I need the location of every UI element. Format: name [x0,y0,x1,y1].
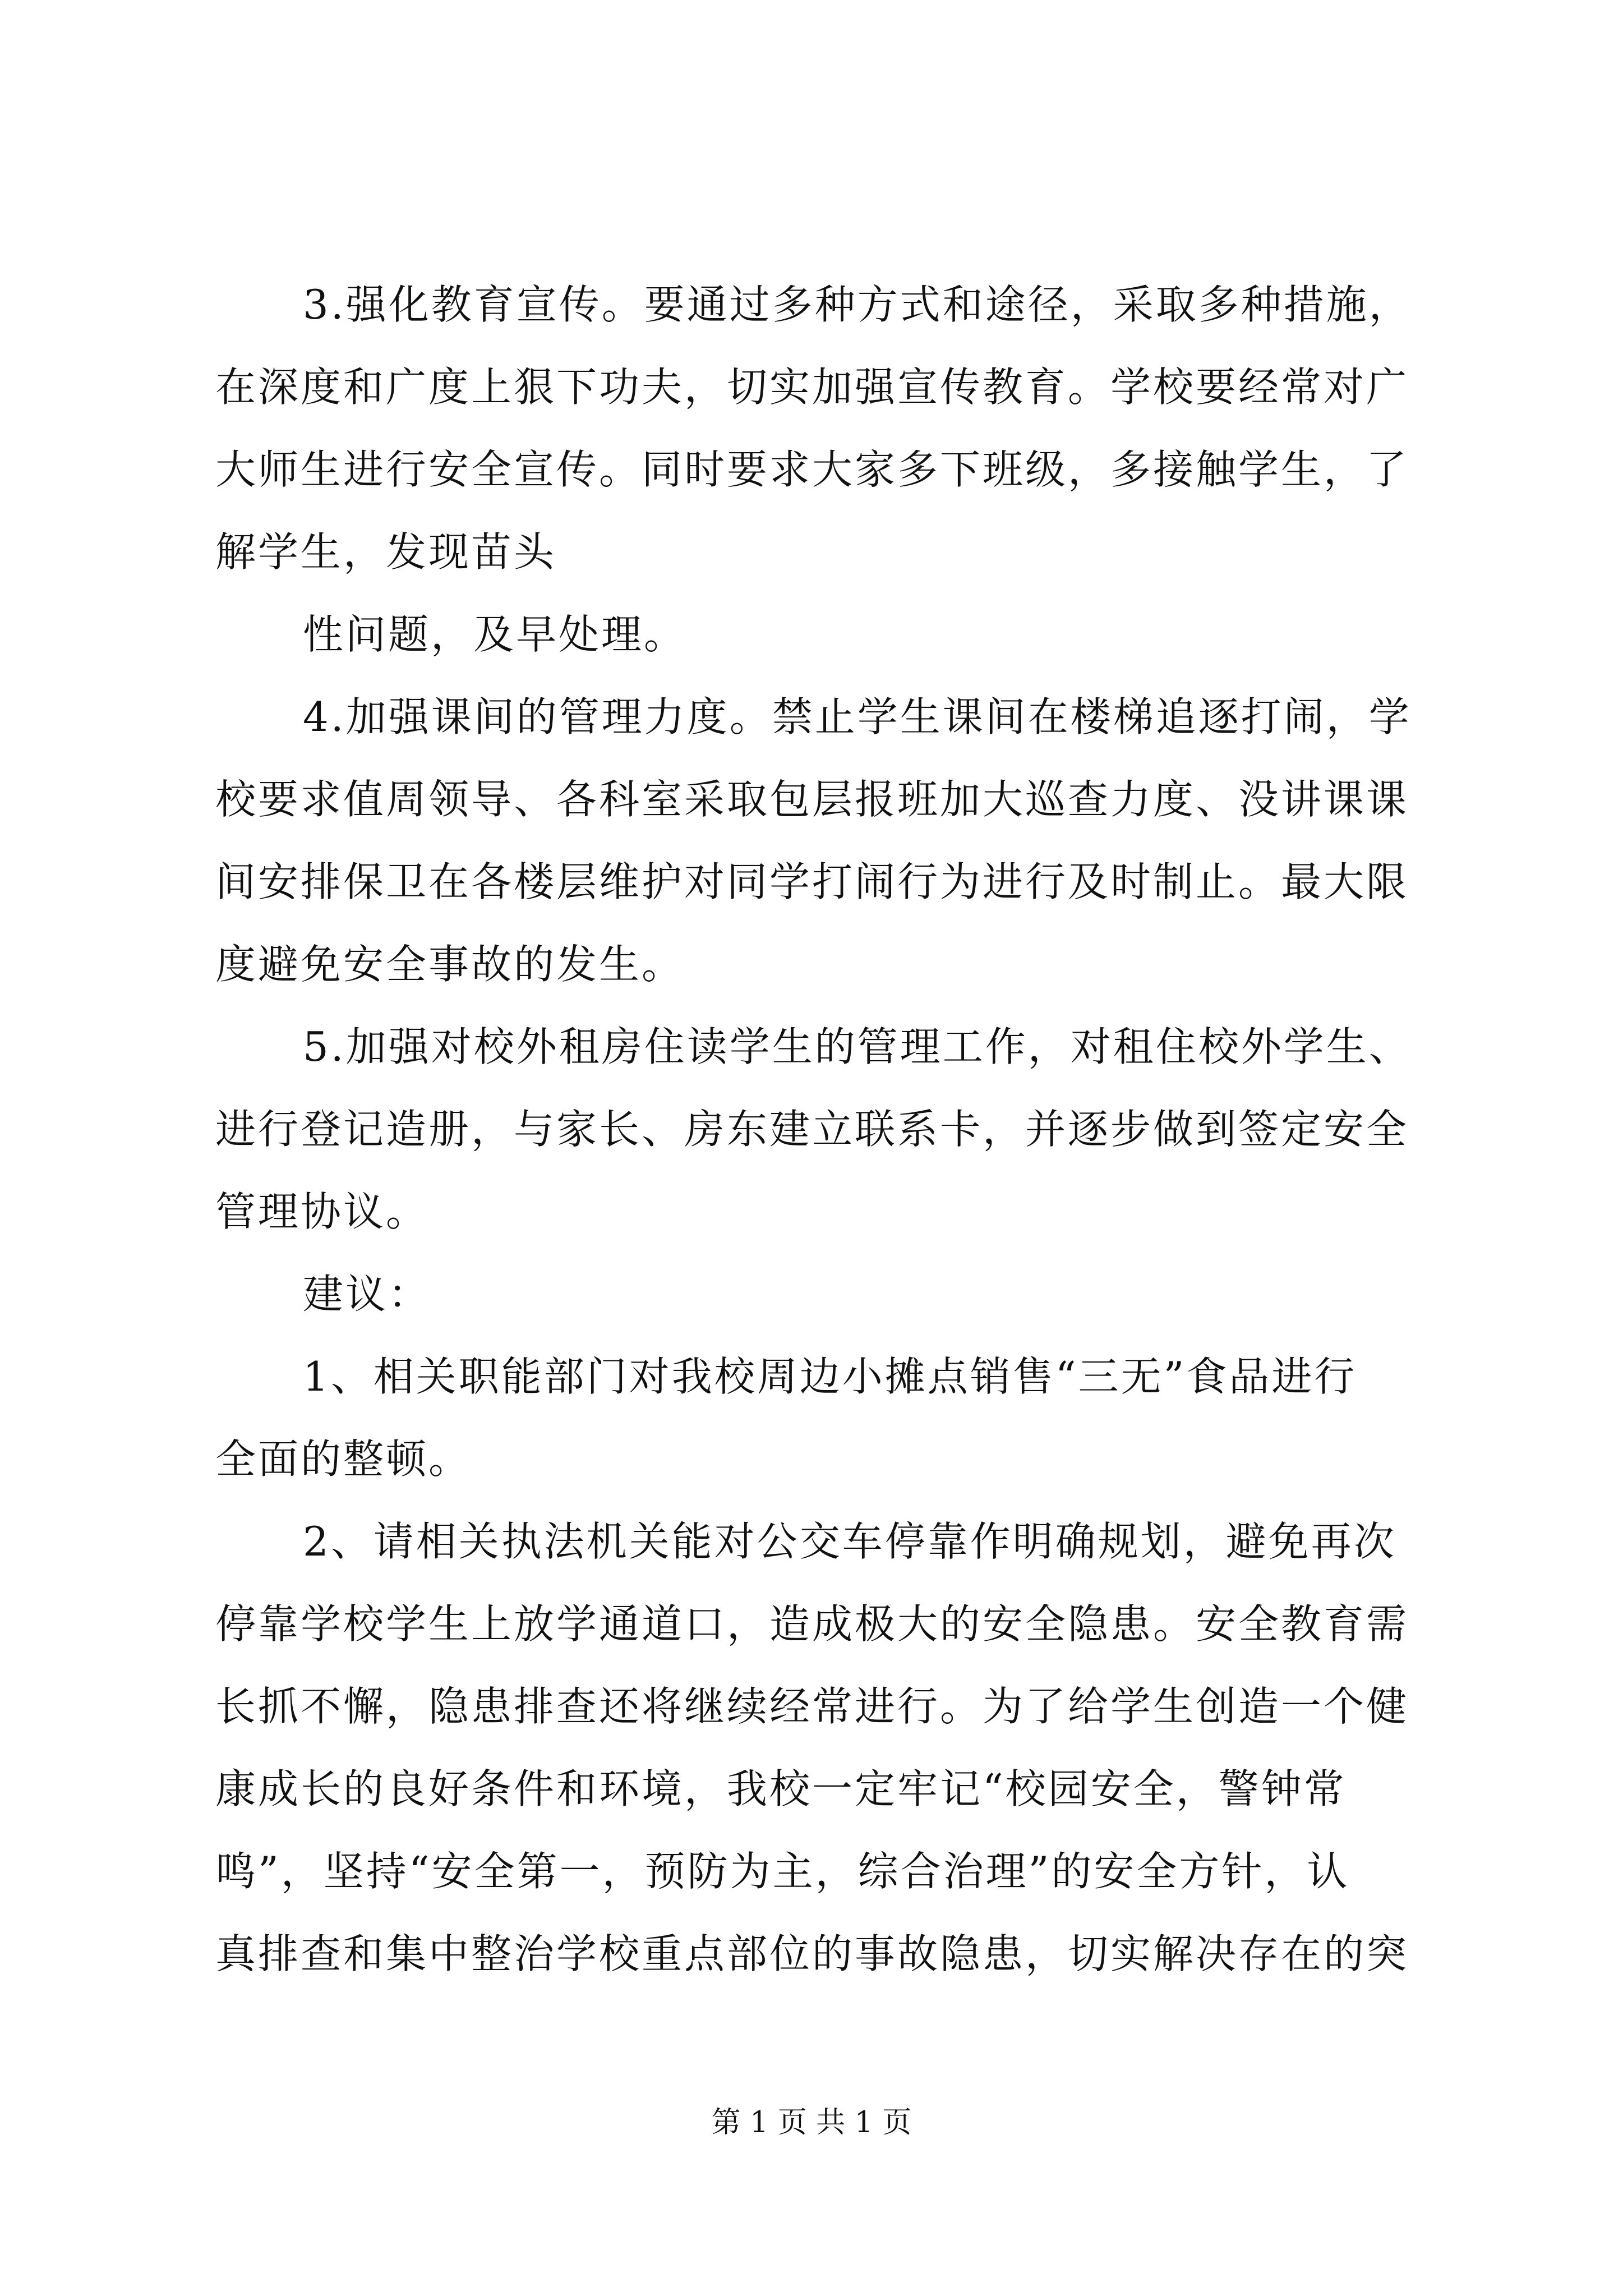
paragraph-line: 停靠学校学生上放学通道口，造成极大的安全隐患。安全教育需 [215,1600,1409,1648]
paragraph-line: 5.加强对校外租房住读学生的管理工作，对租住校外学生、 [303,1023,1412,1070]
paragraph-line: 度避免安全事故的发生。 [215,941,685,988]
paragraph-line: 解学生，发现苗头 [215,528,557,576]
paragraph-line: 真排查和集中整治学校重点部位的事故隐患，切实解决存在的突 [215,1930,1409,1977]
paragraph-line: 1、相关职能部门对我校周边小摊点销售“三无”食品进行 [303,1353,1357,1400]
paragraph-line: 大师生进行安全宣传。同时要求大家多下班级，多接触学生，了 [215,446,1409,493]
document-body [215,264,1427,1995]
paragraph-line: 康成长的良好条件和环境，我校一定牢记“校园安全，警钟常 [215,1765,1347,1812]
paragraph-line: 4.加强课间的管理力度。禁止学生课间在楼梯追逐打闹，学 [303,693,1412,740]
paragraph-line: 3.强化教育宣传。要通过多种方式和途径，采取多种措施， [303,281,1412,328]
paragraph-line: 长抓不懈，隐患排查还将继续经常进行。为了给学生创造一个健 [215,1683,1409,1730]
paragraph-line: 管理协议。 [215,1188,429,1235]
page-number-label: 第 1 页 共 1 页 [711,2106,912,2139]
paragraph-line: 在深度和广度上狠下功夫，切实加强宣传教育。学校要经常对广 [215,364,1409,411]
paragraph-line: 性问题，及早处理。 [303,611,687,658]
paragraph-line: 进行登记造册，与家长、房东建立联系卡，并逐步做到签定安全 [215,1106,1409,1153]
section-heading: 建议： [303,1271,431,1318]
page-footer [0,2105,1623,2141]
paragraph-line: 全面的整顿。 [215,1435,472,1483]
paragraph-line: 间安排保卫在各楼层维护对同学打闹行为进行及时制止。最大限 [215,858,1409,905]
paragraph-line: 2、请相关执法机关能对公交车停靠作明确规划，避免再次 [303,1518,1396,1565]
paragraph-line: 鸣”，坚持“安全第一，预防为主，综合治理”的安全方针，认 [215,1848,1350,1895]
paragraph-line: 校要求值周领导、各科室采取包层报班加大巡查力度、没讲课课 [215,776,1409,823]
